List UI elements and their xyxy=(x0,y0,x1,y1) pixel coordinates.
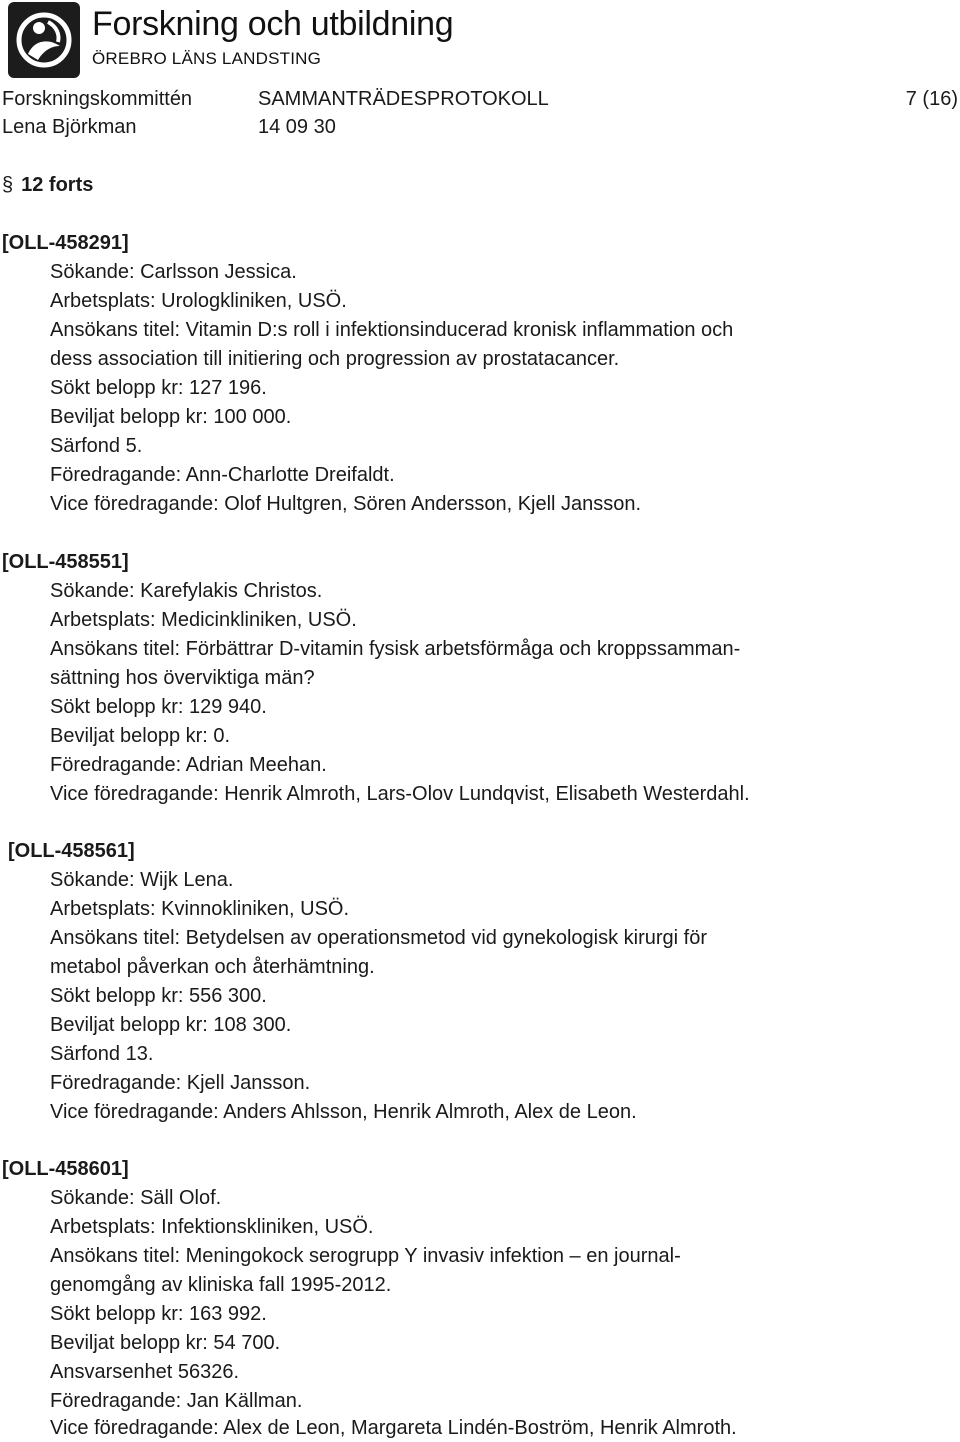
vice-presenter-line: Vice föredragande: Anders Ahlsson, Henrik Almroth, Alex de Leon. xyxy=(50,1101,637,1123)
granted-amount-line: Beviljat belopp kr: 54 700. xyxy=(50,1332,281,1354)
workplace-line: Arbetsplats: Kvinnokliniken, USÖ. xyxy=(50,898,350,920)
section-heading xyxy=(2,172,93,198)
organization-logo xyxy=(8,2,80,78)
granted-amount-line: Beviljat belopp kr: 0. xyxy=(50,725,231,747)
granted-amount-line: Beviljat belopp kr: 100 000. xyxy=(50,406,292,428)
page-number: 7 (16) xyxy=(905,88,958,110)
title-line-cont: sättning hos överviktiga män? xyxy=(50,667,315,689)
applicant-line: Sökande: Carlsson Jessica. xyxy=(50,261,297,283)
fund-line: Särfond 13. xyxy=(50,1043,154,1065)
committee-name: Forskningskommittén xyxy=(2,88,193,110)
application-id: [OLL-458551] xyxy=(2,551,129,573)
author-name: Lena Björkman xyxy=(2,116,137,138)
document-type: SAMMANTRÄDESPROTOKOLL xyxy=(258,88,549,110)
workplace-line: Arbetsplats: Infektionskliniken, USÖ. xyxy=(50,1216,374,1238)
responsibility-unit-line: Ansvarsenhet 56326. xyxy=(50,1361,240,1383)
applicant-line: Sökande: Wijk Lena. xyxy=(50,869,234,891)
application-id: [OLL-458561] xyxy=(8,840,135,862)
vice-presenter-line: Vice föredragande: Henrik Almroth, Lars-Olov Lundqvist, Elisabeth Westerdahl. xyxy=(50,783,750,805)
meeting-date: 14 09 30 xyxy=(258,116,336,138)
application-id: [OLL-458291] xyxy=(2,232,129,254)
requested-amount-line: Sökt belopp kr: 129 940. xyxy=(50,696,267,718)
brand-subtitle: ÖREBRO LÄNS LANDSTING xyxy=(92,49,322,68)
requested-amount-line: Sökt belopp kr: 127 196. xyxy=(50,377,267,399)
fund-line: Särfond 5. xyxy=(50,435,143,457)
logo-emblem-icon xyxy=(8,2,80,78)
applicant-line: Sökande: Karefylakis Christos. xyxy=(50,580,323,602)
section-label: 12 forts xyxy=(21,174,94,196)
requested-amount-line: Sökt belopp kr: 556 300. xyxy=(50,985,267,1007)
vice-presenter-line: Vice föredragande: Olof Hultgren, Sören Andersson, Kjell Jansson. xyxy=(50,493,642,515)
title-line: Ansökans titel: Meningokock serogrupp Y invasiv infektion – en journal- xyxy=(50,1245,681,1267)
title-line-cont: dess association till initiering och progression av prostatacancer. xyxy=(50,348,620,370)
presenter-line: Föredragande: Adrian Meehan. xyxy=(50,754,327,776)
workplace-line: Arbetsplats: Urologkliniken, USÖ. xyxy=(50,290,347,312)
workplace-line: Arbetsplats: Medicinkliniken, USÖ. xyxy=(50,609,357,631)
paragraph-symbol: § xyxy=(2,174,14,196)
title-line: Ansökans titel: Vitamin D:s roll i infektionsinducerad kronisk inflammation och xyxy=(50,319,734,341)
requested-amount-line: Sökt belopp kr: 163 992. xyxy=(50,1303,267,1325)
granted-amount-line: Beviljat belopp kr: 108 300. xyxy=(50,1014,292,1036)
presenter-line: Föredragande: Jan Källman. xyxy=(50,1390,303,1412)
title-line-cont: metabol påverkan och återhämtning. xyxy=(50,956,375,978)
title-line: Ansökans titel: Betydelsen av operationsmetod vid gynekologisk kirurgi för xyxy=(50,927,708,949)
brand-title: Forskning och utbildning xyxy=(92,5,454,43)
title-line-cont: genomgång av kliniska fall 1995-2012. xyxy=(50,1274,392,1296)
applicant-line: Sökande: Säll Olof. xyxy=(50,1187,222,1209)
vice-presenter-line: Vice föredragande: Alex de Leon, Margareta Lindén-Boström, Henrik Almroth. xyxy=(50,1417,737,1439)
presenter-line: Föredragande: Kjell Jansson. xyxy=(50,1072,311,1094)
application-id: [OLL-458601] xyxy=(2,1158,129,1180)
presenter-line: Föredragande: Ann-Charlotte Dreifaldt. xyxy=(50,464,395,486)
title-line: Ansökans titel: Förbättrar D-vitamin fysisk arbetsförmåga och kroppssamman- xyxy=(50,638,741,660)
